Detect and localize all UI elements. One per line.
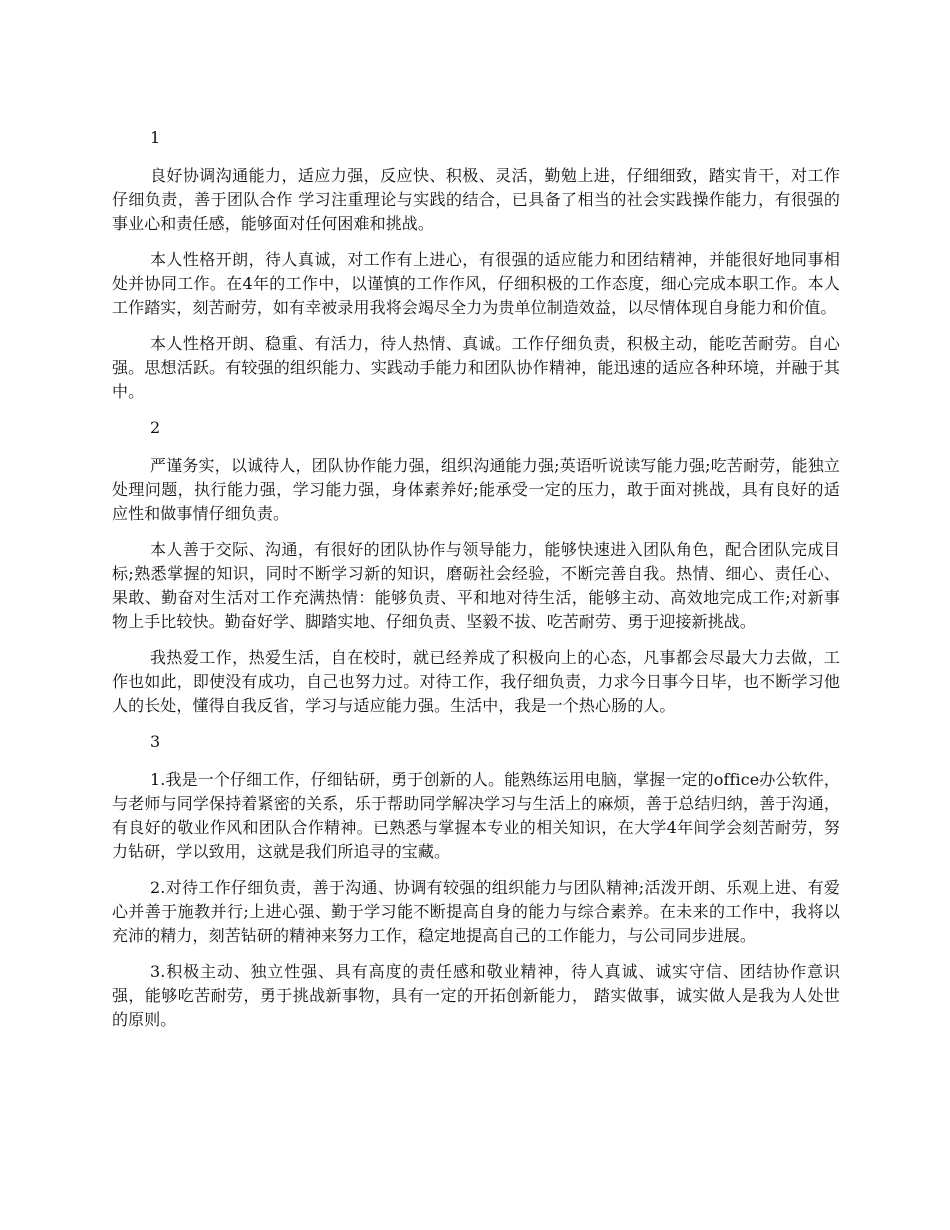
paragraph: 我热爱工作，热爱生活，自在校时，就已经养成了积极向上的心态，凡事都会尽最大力去做，工作也如此，即使没有成功，自己也努力过。对待工作，我仔细负责，力求今日事今日毕，也不断学习他人的长处，懂得自我反省，学习与适应能力强。生活中，我是一个热心肠的人。 bbox=[112, 648, 840, 715]
section-number-1: 1 bbox=[150, 128, 161, 147]
paragraph: 1.我是一个仔细工作，仔细钻研，勇于创新的人。能熟练运用电脑，掌握一定的office办公软件，与老师与同学保持着紧密的关系，乐于帮助同学解决学习与生活上的麻烦，善于总结归纳，善于沟通，有良好的敬业作风和团队合作精神。已熟悉与掌握本专业的相关知识，在大学4年间学会刻苦耐劳，努力钻研，学以致用，这就是我们所追寻的宝藏。 bbox=[112, 770, 840, 861]
paragraph: 严谨务实，以诚待人，团队协作能力强，组织沟通能力强;英语听说读写能力强;吃苦耐劳，能独立处理问题，执行能力强，学习能力强，身体素养好;能承受一定的压力，敢于面对挑战，具有良好的适应性和做事情仔细负责。 bbox=[112, 456, 840, 523]
section-number-3: 3 bbox=[150, 732, 161, 751]
paragraph: 本人性格开朗、稳重、有活力，待人热情、真诚。工作仔细负责，积极主动，能吃苦耐劳。自心强。思想活跃。有较强的组织能力、实践动手能力和团队协作精神，能迅速的适应各种环境，并融于其中。 bbox=[112, 334, 840, 401]
paragraph: 2.对待工作仔细负责，善于沟通、协调有较强的组织能力与团队精神;活泼开朗、乐观上进、有爱心并善于施教并行;上进心强、勤于学习能不断提高自身的能力与综合素养。在未来的工作中，我将以充沛的精力，刻苦钻研的精神来努力工作，稳定地提高自己的工作能力，与公司同步进展。 bbox=[112, 878, 840, 945]
paragraph: 3.积极主动、独立性强、具有高度的责任感和敬业精神，待人真诚、诚实守信、团结协作意识强，能够吃苦耐劳，勇于挑战新事物，具有一定的开拓创新能力， 踏实做事，诚实做人是我为人处世的原则。 bbox=[112, 962, 840, 1029]
paragraph: 本人善于交际、沟通，有很好的团队协作与领导能力，能够快速进入团队角色，配合团队完成目标;熟悉掌握的知识，同时不断学习新的知识，磨砺社会经验，不断完善自我。热情、细心、责任心、果敢、勤奋对生活对工作充满热情：能够负责、平和地对待生活，能够主动、高效地完成工作;对新事物上手比较快。勤奋好学、脚踏实地、仔细负责、坚毅不拔、吃苦耐劳、勇于迎接新挑战。 bbox=[112, 540, 840, 631]
paragraph: 良好协调沟通能力，适应力强，反应快、积极、灵活，勤勉上进，仔细细致，踏实肯干，对工作仔细负责，善于团队合作 学习注重理论与实践的结合，已具备了相当的社会实践操作能力，有很强的事业心和责任感，能够面对任何困难和挑战。 bbox=[112, 166, 840, 233]
paragraph: 本人性格开朗，待人真诚，对工作有上进心，有很强的适应能力和团结精神，并能很好地同事相处并协同工作。在4年的工作中，以谨慎的工作作风，仔细积极的工作态度，细心完成本职工作。本人工作踏实，刻苦耐劳，如有幸被录用我将会竭尽全力为贵单位制造效益，以尽情体现自身能力和价值。 bbox=[112, 250, 840, 317]
section-number-2: 2 bbox=[150, 418, 161, 437]
document-body bbox=[112, 126, 840, 1044]
